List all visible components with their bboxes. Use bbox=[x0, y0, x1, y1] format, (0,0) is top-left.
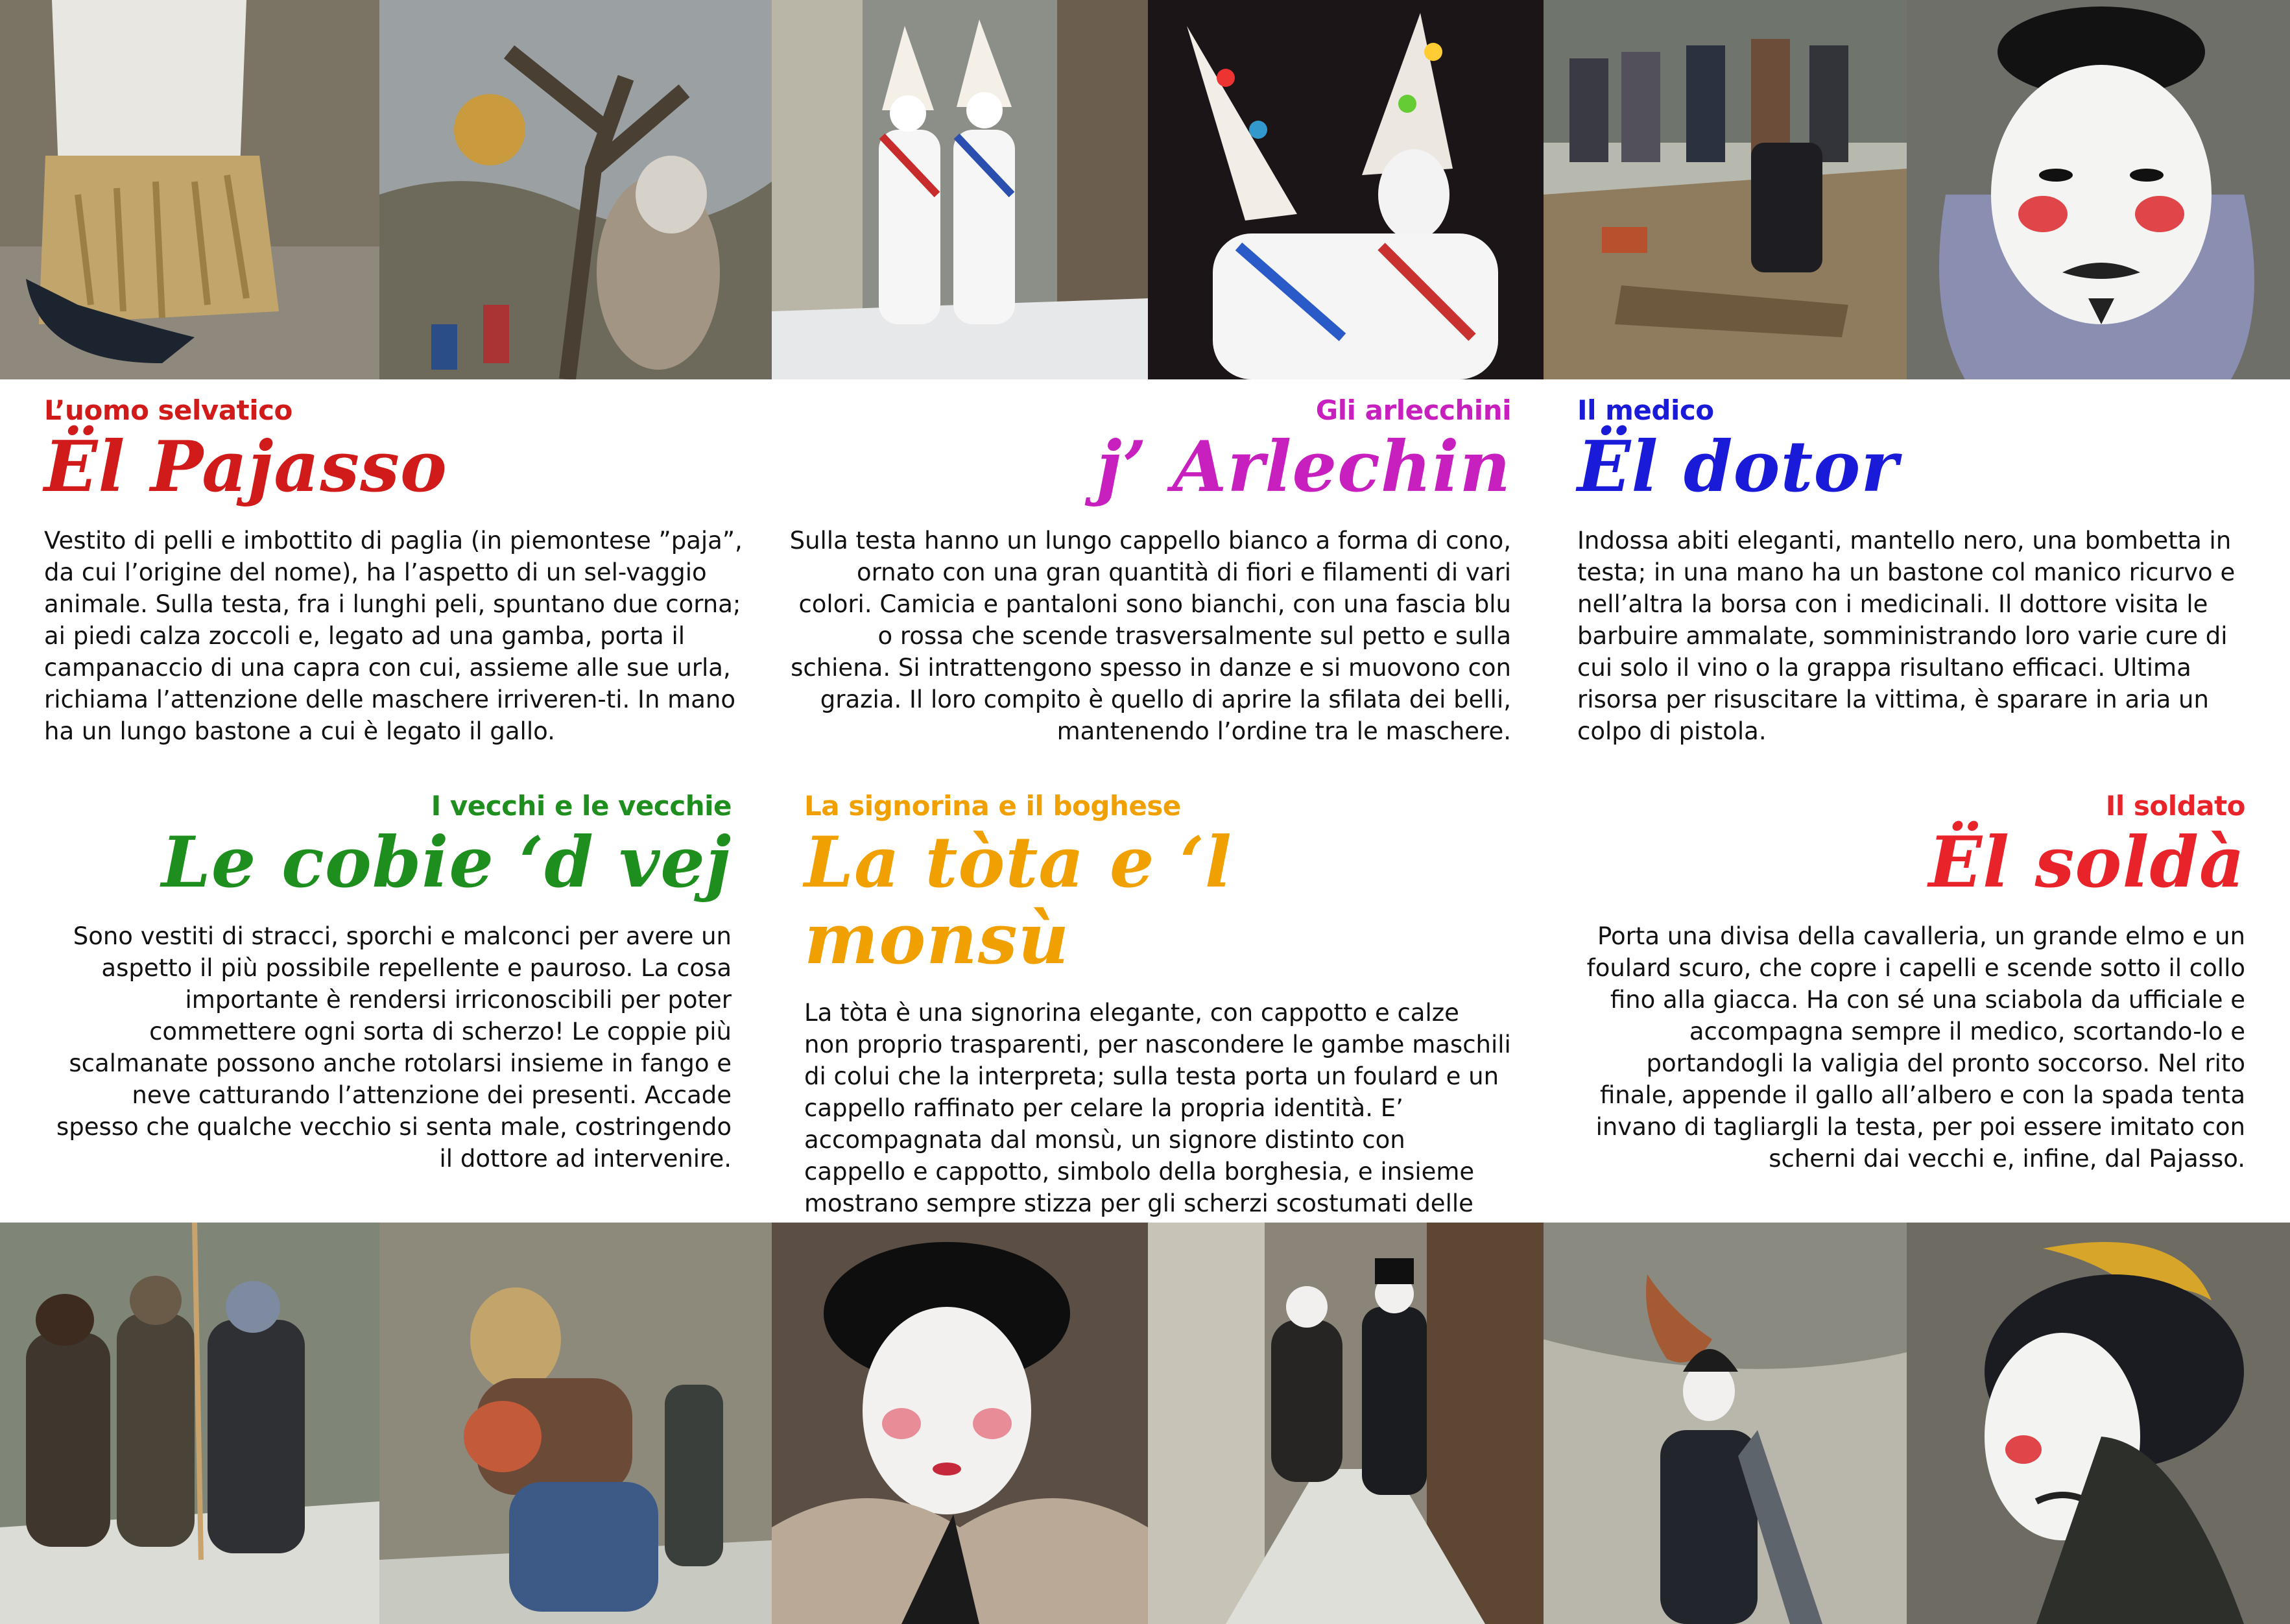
subtitle-arlechin: Gli arlecchini bbox=[1315, 394, 1511, 426]
body-pajasso: Vestito di pelli e imbottito di paglia (in piemontese ”paja”, da cui l’origine del nome), ha l’aspetto di un sel-vaggio animale. Sulla testa, fra i lunghi peli, spuntano due corna; ai piedi calza zoccoli e, legato ad una gamba, porta il campanaccio di una capra con cui, assieme alle sue urla, richiama l’attenzione delle maschere irriveren-ti. In mano ha un lungo bastone a cui è legato il gallo. bbox=[44, 527, 743, 745]
subtitle-dotor: Il medico bbox=[1577, 394, 1714, 426]
subtitle-vej: I vecchi e le vecchie bbox=[431, 790, 732, 822]
section-monsu bbox=[804, 790, 1511, 1251]
photo-vecchi-piggyback bbox=[379, 1223, 772, 1624]
photo-tota-monsu-walk bbox=[1148, 1223, 1544, 1624]
photo-soldato-gallo bbox=[1544, 1223, 1907, 1624]
title-monsu: La tòta e ‘l monsù bbox=[804, 822, 1232, 980]
photo-tota-mask bbox=[772, 1223, 1148, 1624]
photo-medico-mask bbox=[1907, 0, 2290, 379]
section-solda bbox=[1577, 790, 2245, 1175]
title-dotor: Ël dotor bbox=[1577, 426, 1899, 508]
title-vej: Le cobie ‘d vej bbox=[161, 822, 732, 903]
title-arlechin: j’ Arlechin bbox=[1096, 426, 1511, 508]
body-monsu: La tòta è una signorina elegante, con cappotto e calze non proprio trasparenti, per nascondere le gambe maschili di colui che la interpreta; sulla testa porta un foulard e un cappello raffinato per celare la propria identità. E’ accompagnata dal monsù, un signore distinto con cappello e cappotto, simbolo della borghesia, e insieme mostrano sempre stizza per gli scherzi scostumati delle bbox=[804, 999, 1511, 1217]
title-solda: Ël soldà bbox=[1928, 822, 2245, 903]
section-pajasso bbox=[44, 394, 757, 747]
section-arlechin bbox=[778, 394, 1511, 747]
subtitle-solda: Il soldato bbox=[2105, 790, 2245, 822]
subtitle-monsu: La signorina e il boghese bbox=[804, 790, 1181, 822]
photo-pajasso-tree bbox=[379, 0, 772, 379]
subtitle-pajasso: L’uomo selvatico bbox=[44, 394, 292, 426]
body-vej: Sono vestiti di stracci, sporchi e malconci per avere un aspetto il più possibile repellente e pauroso. La cosa importante è rendersi irriconoscibili per poter commettere ogni sorta di scherzo! Le coppie più scalmanate possono anche rotolarsi insieme in fango e neve catturando l’attenzione dei presenti. Accade spesso che qualche vecchio si senta male, costringendo il dottore ad intervenire. bbox=[56, 922, 732, 1173]
section-vej bbox=[44, 790, 732, 1175]
top-photo-strip bbox=[0, 0, 2290, 379]
body-solda: Porta una divisa della cavalleria, un grande elmo e un foulard scuro, che copre i capelli e scende sotto il collo fino alla giacca. Ha con sé una sciabola da ufficiale e accompagna sempre il medico, scortando-lo e portandogli la valigia del pronto soccorso. Nel rito finale, appende il gallo all’albero e con la spada tenta invano di tagliargli la testa, per poi essere imitato con scherni dai vecchi e, infine, dal Pajasso. bbox=[1586, 922, 2245, 1173]
photo-arlecchini-street bbox=[772, 0, 1148, 379]
title-pajasso: Ël Pajasso bbox=[44, 426, 447, 508]
section-dotor bbox=[1577, 394, 2245, 747]
bottom-photo-strip bbox=[0, 1223, 2290, 1624]
body-arlechin: Sulla testa hanno un lungo cappello bianco a forma di cono, ornato con una gran quantità di fiori e filamenti di vari colori. Camicia e pantaloni sono bianchi, con una fascia blu o rossa che scende trasversalmente sul petto e sulla schiena. Si intrattengono spesso in danze e si muovono con grazia. Il loro compito è quello di aprire la sfilata dei belli, mantenendo l’ordine tra le maschere. bbox=[789, 527, 1511, 745]
photo-vecchi-group bbox=[0, 1223, 379, 1624]
photo-soldato-helmet bbox=[1907, 1223, 2290, 1624]
photo-pajasso-foot bbox=[0, 0, 379, 379]
photo-medico-crowd bbox=[1544, 0, 1907, 379]
body-dotor: Indossa abiti eleganti, mantello nero, una bombetta in testa; in una mano ha un bastone col manico ricurvo e nell’altra la borsa con i medicinali. Il dottore visita le barbuire ammalate, somministrando loro varie cure di cui solo il vino o la grappa risultano efficaci. Ultima risorsa per risuscitare la vittima, è sparare in aria un colpo di pistola. bbox=[1577, 527, 2236, 745]
photo-arlecchini-dance bbox=[1148, 0, 1544, 379]
